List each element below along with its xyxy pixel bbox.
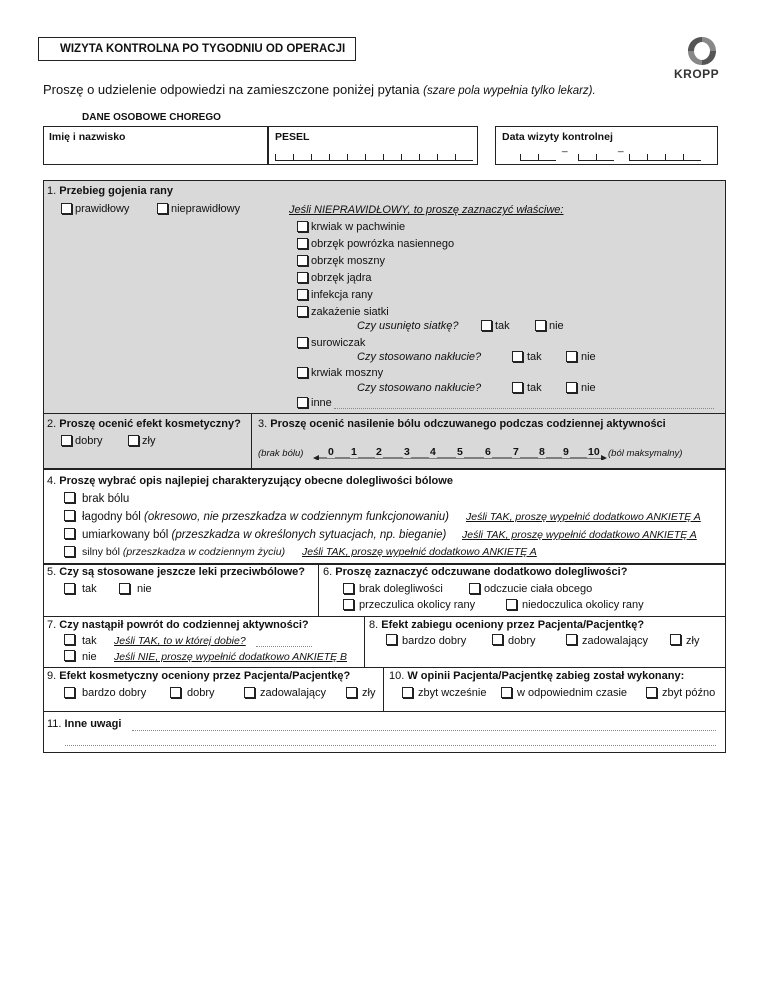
q4-severe-checkbox[interactable] xyxy=(64,546,75,557)
q4-moderate-label: umiarkowany ból (przeszkadza w określonych sytuacjach, np. bieganie) xyxy=(82,529,447,541)
q6-title: 6. Proszę zaznaczyć odczuwane dodatkowo dolegliwości? xyxy=(323,566,628,578)
q3-scale-right: (ból maksymalny) xyxy=(608,448,683,459)
q3-scale-value[interactable]: 10 xyxy=(588,446,600,458)
q1-mesh-yes-label: tak xyxy=(495,320,510,332)
q11-notes-line[interactable] xyxy=(65,745,716,746)
q1-mesh-no-label: nie xyxy=(549,320,564,332)
q1-item-checkbox[interactable] xyxy=(297,238,308,249)
q2-title: 2. Proszę ocenić efekt kosmetyczny? xyxy=(47,418,241,430)
q1-item-checkbox[interactable] xyxy=(297,306,308,317)
q1-seroma-no-label: nie xyxy=(581,351,596,363)
q9-satisfactory-checkbox[interactable] xyxy=(244,687,255,698)
logo-text: KROPP xyxy=(674,67,720,81)
form-title: WIZYTA KONTROLNA PO TYGODNIU OD OPERACJI xyxy=(60,43,346,55)
q1-hematoma-checkbox[interactable] xyxy=(297,367,308,378)
q9-title: 9. Efekt kosmetyczny oceniony przez Pacjenta/Pacjentkę? xyxy=(47,670,351,682)
pesel-digit-boxes xyxy=(275,154,473,161)
q7-yes-label: tak xyxy=(82,635,97,647)
q1-item-checkbox[interactable] xyxy=(297,289,308,300)
q1-item-checkbox[interactable] xyxy=(297,221,308,232)
q3-scale-value[interactable]: 2 xyxy=(376,446,382,458)
q6-hyperesthesia-label: przeczulica okolicy rany xyxy=(359,599,476,611)
q6-none-checkbox[interactable] xyxy=(343,583,354,594)
q10-too-early-checkbox[interactable] xyxy=(402,687,413,698)
q3-scale-value[interactable]: 0 xyxy=(328,446,334,458)
q3-scale-value[interactable]: 7 xyxy=(513,446,519,458)
q8-good-checkbox[interactable] xyxy=(492,634,503,645)
date-separator: _ xyxy=(618,142,624,153)
q8-bad-label: zły xyxy=(686,635,700,647)
q7-no-hint: Jeśli NIE, proszę wypełnić dodatkowo ANKIETĘ B xyxy=(114,651,348,663)
q3-scale-value[interactable]: 5 xyxy=(457,446,463,458)
q2-good-label: dobry xyxy=(75,435,103,447)
q1-seroma-yes-checkbox[interactable] xyxy=(512,351,523,362)
q4-title: 4. Proszę wybrać opis najlepiej charakteryzujący obecne dolegliwości bólowe xyxy=(47,475,453,487)
q3-title: 3. Proszę ocenić nasilenie bólu odczuwanego podczas codziennej aktywności xyxy=(258,418,666,430)
q1-mesh-yes-checkbox[interactable] xyxy=(481,320,492,331)
q8-good-label: dobry xyxy=(508,635,536,647)
q1-other-checkbox[interactable] xyxy=(297,397,308,408)
q1-hematoma-label: krwiak moszny xyxy=(311,367,384,379)
q11-notes-line[interactable] xyxy=(132,730,716,731)
q4-severe-label: silny ból (przeszkadza w codziennym życiu) xyxy=(82,546,286,558)
divider xyxy=(251,413,252,469)
q9-satisfactory-label: zadowalający xyxy=(260,687,327,699)
q3-scale-value[interactable]: 6 xyxy=(485,446,491,458)
q8-bad-checkbox[interactable] xyxy=(670,634,681,645)
q9-bad-label: zły xyxy=(362,687,376,699)
q1-mesh-no-checkbox[interactable] xyxy=(535,320,546,331)
q9-bad-checkbox[interactable] xyxy=(346,687,357,698)
q1-item-label: obrzęk powrózka nasiennego xyxy=(311,238,455,250)
q8-very-good-checkbox[interactable] xyxy=(386,634,397,645)
q3-scale-value[interactable]: 1 xyxy=(351,446,357,458)
q10-right-time-label: w odpowiednim czasie xyxy=(517,687,628,699)
personal-section-title: DANE OSOBOWE CHOREGO xyxy=(82,112,221,123)
q7-yes-hint: Jeśli TAK, to w której dobie? xyxy=(114,635,246,647)
q8-satisfactory-label: zadowalający xyxy=(582,635,649,647)
q7-no-label: nie xyxy=(82,651,97,663)
q7-title: 7. Czy nastąpił powrót do codziennej aktywności? xyxy=(47,619,309,631)
q6-hyperesthesia-checkbox[interactable] xyxy=(343,599,354,610)
q4-mild-followup: Jeśli TAK, proszę wypełnić dodatkowo ANKIETĘ A xyxy=(466,511,701,523)
q1-other-label: inne xyxy=(311,397,332,409)
q1-normal-label: prawidłowy xyxy=(75,203,130,215)
q10-too-early-label: zbyt wcześnie xyxy=(418,687,487,699)
q7-yes-checkbox[interactable] xyxy=(64,634,75,645)
kropp-logo-icon xyxy=(684,35,720,67)
q1-seroma-checkbox[interactable] xyxy=(297,337,308,348)
pesel-label: PESEL xyxy=(275,131,310,143)
q1-seroma-yes-label: tak xyxy=(527,351,542,363)
q1-other-line[interactable] xyxy=(334,408,714,409)
q1-hematoma-yes-label: tak xyxy=(527,382,542,394)
q1-abnormal-label: nieprawidłowy xyxy=(171,203,241,215)
q5-title: 5. Czy są stosowane jeszcze leki przeciwbólowe? xyxy=(47,566,306,578)
q6-none-label: brak dolegliwości xyxy=(359,583,443,595)
q2-bad-label: zły xyxy=(142,435,156,447)
intro-text: Proszę o udzielenie odpowiedzi na zamieszczone poniżej pytania (szare pola wypełnia tylko lekarz). xyxy=(43,82,596,97)
visit-date-label: Data wizyty kontrolnej xyxy=(502,131,613,143)
q3-scale-value[interactable]: 9 xyxy=(563,446,569,458)
q4-severe-followup: Jeśli TAK, proszę wypełnić dodatkowo ANKIETĘ A xyxy=(302,546,537,558)
q10-right-time-checkbox[interactable] xyxy=(501,687,512,698)
q1-normal-checkbox[interactable] xyxy=(61,203,72,214)
q9-very-good-checkbox[interactable] xyxy=(64,687,75,698)
q1-seroma-no-checkbox[interactable] xyxy=(566,351,577,362)
q3-scale-value[interactable]: 8 xyxy=(539,446,545,458)
q4-mild-checkbox[interactable] xyxy=(64,510,75,521)
q10-too-late-label: zbyt późno xyxy=(662,687,716,699)
q1-item-label: krwiak w pachwinie xyxy=(311,221,406,233)
q1-item-label: obrzęk jądra xyxy=(311,272,372,284)
q8-very-good-label: bardzo dobry xyxy=(402,635,467,647)
q11-section xyxy=(43,711,726,753)
q6-foreign-body-label: odczucie ciała obcego xyxy=(484,583,593,595)
q11-title: 11. Inne uwagi xyxy=(47,718,122,730)
date-day-boxes xyxy=(520,154,556,161)
q1-hematoma-yes-checkbox[interactable] xyxy=(512,382,523,393)
q9-very-good-label: bardzo dobry xyxy=(82,687,147,699)
q1-item-checkbox[interactable] xyxy=(297,255,308,266)
q8-satisfactory-checkbox[interactable] xyxy=(566,634,577,645)
q1-hematoma-no-checkbox[interactable] xyxy=(566,382,577,393)
q1-item-checkbox[interactable] xyxy=(297,272,308,283)
q1-item-label: obrzęk moszny xyxy=(311,255,385,267)
q1-hematoma-no-label: nie xyxy=(581,382,596,394)
q4-moderate-followup: Jeśli TAK, proszę wypełnić dodatkowo ANKIETĘ A xyxy=(462,529,697,541)
date-month-boxes xyxy=(578,154,614,161)
date-separator: _ xyxy=(562,142,568,153)
q4-mild-label: łagodny ból (okresowo, nie przeszkadza w codziennym funkcjonowaniu) xyxy=(82,511,449,523)
q7-no-checkbox[interactable] xyxy=(64,650,75,661)
q3-scale-left: (brak bólu) xyxy=(258,448,304,459)
q6-foreign-body-checkbox[interactable] xyxy=(469,583,480,594)
q2-good-checkbox[interactable] xyxy=(61,435,72,446)
q1-title: 1. Przebieg gojenia rany xyxy=(47,185,173,197)
divider xyxy=(43,413,726,414)
q5-no-label: nie xyxy=(137,583,152,595)
q4-none-label: brak bólu xyxy=(82,493,130,505)
q8-title: 8. Efekt zabiegu oceniony przez Pacjenta/Pacjentkę? xyxy=(369,619,645,631)
q1-item-label: zakażenie siatki xyxy=(311,306,389,318)
q1-mesh-question: Czy usunięto siatkę? xyxy=(357,320,459,332)
q3-scale-value[interactable]: 3 xyxy=(404,446,410,458)
q4-none-checkbox[interactable] xyxy=(64,492,75,503)
q9-good-label: dobry xyxy=(187,687,215,699)
q6-hypoesthesia-label: niedoczulica okolicy rany xyxy=(522,599,644,611)
q10-too-late-checkbox[interactable] xyxy=(646,687,657,698)
q5-yes-label: tak xyxy=(82,583,97,595)
name-label: Imię i nazwisko xyxy=(49,131,126,143)
q7-day-line[interactable] xyxy=(256,646,312,647)
q10-title: 10. W opinii Pacjenta/Pacjentkę zabieg został wykonany: xyxy=(389,670,685,682)
q1-abnormal-checkbox[interactable] xyxy=(157,203,168,214)
q5-yes-checkbox[interactable] xyxy=(64,583,75,594)
q1-item-label: infekcja rany xyxy=(311,289,373,301)
q5-no-checkbox[interactable] xyxy=(119,583,130,594)
q2-bad-checkbox[interactable] xyxy=(128,435,139,446)
q1-hint: Jeśli NIEPRAWIDŁOWY, to proszę zaznaczyć właściwe: xyxy=(289,204,564,216)
q6-hypoesthesia-checkbox[interactable] xyxy=(506,599,517,610)
q1-seroma-label: surowiczak xyxy=(311,337,366,349)
q4-moderate-checkbox[interactable] xyxy=(64,528,75,539)
date-year-boxes xyxy=(629,154,701,161)
q1-hematoma-question: Czy stosowano nakłucie? xyxy=(357,382,482,394)
q9-good-checkbox[interactable] xyxy=(170,687,181,698)
q3-scale-value[interactable]: 4 xyxy=(430,446,436,458)
q1-seroma-question: Czy stosowano nakłucie? xyxy=(357,351,482,363)
